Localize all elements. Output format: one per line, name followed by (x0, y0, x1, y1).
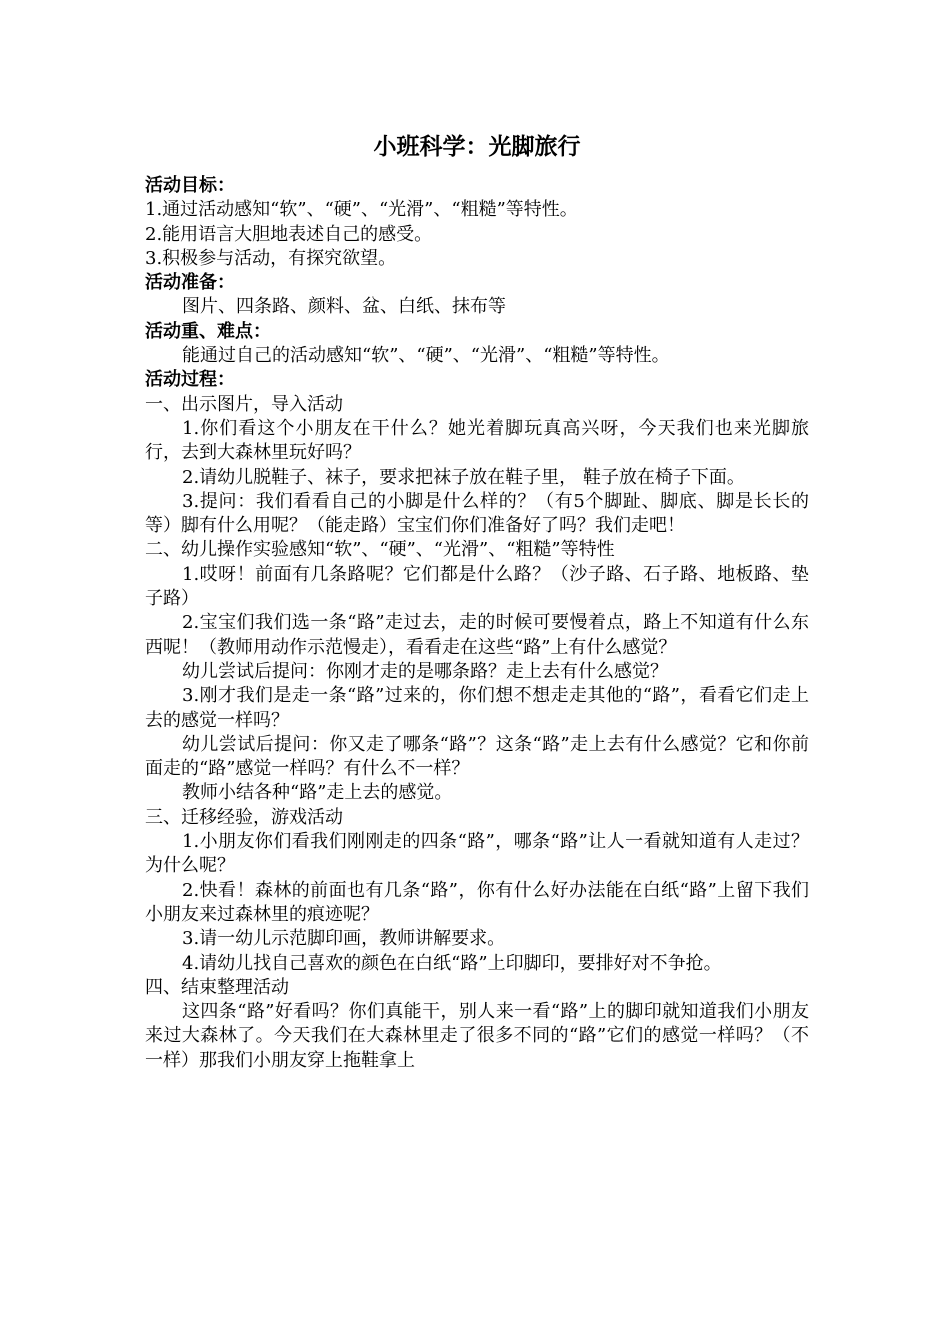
key-points-heading: 活动重、难点： (145, 320, 271, 342)
goal-item-1: 1.通过活动感知“软”、“硬”、“光滑”、“粗糙”等特性。 (145, 199, 578, 221)
section-2-paragraph-5: 幼儿尝试后提问：你又走了哪条“路”？这条“路”走上去有什么感觉？它和你前面走的“路”感觉一样吗？有什么不一样？ (145, 733, 809, 780)
section-2-paragraph-3: 幼儿尝试后提问：你刚才走的是哪条路？走上去有什么感觉？ (182, 660, 668, 682)
section-3-title: 三、迁移经验，游戏活动 (145, 806, 343, 828)
section-2-paragraph-2: 2.宝宝们我们选一条“路”走过去，走的时候可要慢着点，路上不知道有什么东西呢！（教师用动作示范慢走），看看走在这些“路”上有什么感觉？ (145, 612, 809, 658)
section-1-paragraph-1: 1.你们看这个小朋友在干什么？她光着脚玩真高兴呀，今天我们也来光脚旅行，去到大森林里玩好吗？ (145, 417, 809, 464)
section-2-title: 二、幼儿操作实验感知“软”、“硬”、“光滑”、“粗糙”等特性 (145, 539, 615, 561)
section-2-paragraph-6: 教师小结各种“路”走上去的感觉。 (182, 782, 453, 804)
section-1-paragraph-3: 3.提问：我们看看自己的小脚是什么样的？（有5个脚趾、脚底、脚是长长的等）脚有什么用呢？（能走路）宝宝们你们准备好了吗？我们走吧！ (145, 490, 809, 537)
section-4-paragraph-1: 这四条“路”好看吗？你们真能干，别人来一看“路”上的脚印就知道我们小朋友来过大森林了。今天我们在大森林里走了很多不同的“路”它们的感觉一样吗？（不一样）那我们小朋友穿上拖鞋拿上 (145, 1001, 809, 1071)
section-3-paragraph-3: 3.请一幼儿示范脚印画，教师讲解要求。 (182, 928, 506, 950)
section-3-paragraph-2: 2.快看！森林的前面也有几条“路”，你有什么好办法能在白纸“路”上留下我们小朋友来过森林里的痕迹呢？ (145, 879, 809, 925)
key-points-text: 能通过自己的活动感知“软”、“硬”、“光滑”、“粗糙”等特性。 (182, 345, 670, 367)
goals-heading: 活动目标： (145, 175, 235, 196)
section-2-paragraph-4: 3.刚才我们是走一条“路”过来的，你们想不想走走其他的“路”，看看它们走上去的感觉一样吗？ (145, 685, 809, 731)
preparation-heading: 活动准备： (145, 272, 235, 294)
document-page (145, 130, 809, 1073)
goal-item-3: 3.积极参与活动，有探究欲望。 (145, 247, 397, 269)
section-4-title: 四、结束整理活动 (145, 976, 289, 998)
section-3-paragraph-4: 4.请幼儿找自己喜欢的颜色在白纸“路”上印脚印，要排好对不争抢。 (182, 952, 722, 974)
document-title: 小班科学：光脚旅行 (373, 134, 581, 160)
goal-item-2: 2.能用语言大胆地表述自己的感受。 (145, 223, 433, 245)
preparation-text: 图片、四条路、颜料、盆、白纸、抹布等 (182, 296, 506, 318)
section-3-paragraph-1: 1.小朋友你们看我们刚刚走的四条“路”，哪条“路”让人一看就知道有人走过？为什么呢？ (145, 831, 809, 877)
section-1-paragraph-2: 2.请幼儿脱鞋子、袜子，要求把袜子放在鞋子里， 鞋子放在椅子下面。 (182, 466, 745, 488)
process-heading: 活动过程： (145, 369, 235, 391)
section-1-title: 一、出示图片，导入活动 (145, 393, 343, 415)
section-2-paragraph-1: 1.哎呀！前面有几条路呢？它们都是什么路？（沙子路、石子路、地板路、垫子路） (145, 563, 809, 610)
